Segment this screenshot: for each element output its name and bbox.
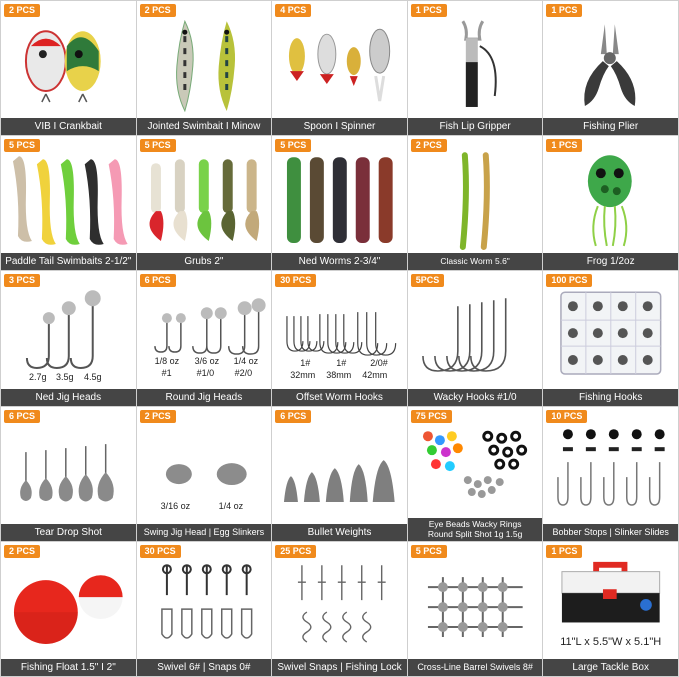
hook-box-image — [543, 285, 678, 387]
qty-badge: 5 PCS — [4, 139, 40, 152]
weight-label: 1/4 oz — [233, 355, 259, 366]
qty-badge: 100 PCS — [546, 274, 592, 287]
qty-badge: 5 PCS — [411, 545, 447, 558]
qty-badge: 2 PCS — [140, 410, 176, 423]
weight-label: 3.5g — [56, 371, 74, 382]
box-dimensions: 11"L x 5.5"W x 5.1"H — [560, 635, 662, 648]
qty-badge: 5 PCS — [275, 139, 311, 152]
paddle-tail-image — [1, 150, 136, 252]
ned-worms-image — [272, 150, 407, 252]
size-label: #2/0 — [234, 367, 253, 378]
item-egg-slinkers — [137, 407, 272, 541]
length-label: 38mm — [326, 369, 352, 380]
qty-badge: 1 PCS — [411, 4, 447, 17]
item-caption: Spoon I Spinner — [272, 118, 407, 135]
item-paddle-tail — [1, 136, 136, 270]
qty-badge: 30 PCS — [140, 545, 181, 558]
frog-image — [543, 150, 678, 252]
item-caption: Bullet Weights — [272, 524, 407, 541]
weight-label: 2.7g — [29, 371, 47, 382]
item-caption: Swing Jig Head | Egg Slinkers — [137, 524, 272, 541]
weight-label: 4.5g — [84, 371, 102, 382]
item-caption: Fish Lip Gripper — [408, 118, 543, 135]
swimbait-image — [137, 15, 272, 117]
item-caption: Large Tackle Box — [543, 659, 678, 676]
item-plier — [543, 1, 678, 135]
qty-badge: 2 PCS — [4, 4, 40, 17]
grubs-image — [137, 150, 272, 252]
caption-line: Eye Beads Wacky Rings — [428, 518, 522, 529]
item-caption: Bobber Stops | Slinker Slides — [543, 524, 678, 541]
item-caption: Wacky Hooks #1/0 — [408, 389, 543, 406]
qty-badge: 25 PCS — [275, 545, 316, 558]
qty-badge: 6 PCS — [140, 274, 176, 287]
size-label: 1# — [300, 357, 311, 368]
classic-worm-image — [408, 150, 543, 252]
plier-image — [543, 15, 678, 117]
swivel-snaps-image — [137, 556, 272, 658]
item-round-jig-heads — [137, 271, 272, 405]
size-label: 2/0# — [370, 357, 388, 368]
item-fishing-hooks — [543, 271, 678, 405]
item-grubs — [137, 136, 272, 270]
item-bullet-weights — [272, 407, 407, 541]
item-caption: Round Jig Heads — [137, 389, 272, 406]
bobber-stops-image — [543, 421, 678, 523]
item-fishing-float — [1, 542, 136, 676]
size-label: #1 — [161, 367, 172, 378]
weight-label: 3/6 oz — [194, 355, 220, 366]
float-image — [1, 556, 136, 658]
qty-badge: 5 PCS — [140, 139, 176, 152]
qty-badge: 1 PCS — [546, 545, 582, 558]
qty-badge: 10 PCS — [546, 410, 587, 423]
qty-badge: 2 PCS — [140, 4, 176, 17]
lip-gripper-image — [408, 15, 543, 117]
item-caption: Paddle Tail Swimbaits 2-1/2" — [1, 253, 136, 270]
spoon-image — [272, 15, 407, 117]
fishing-lock-image — [272, 556, 407, 658]
item-tear-drop-shot — [1, 407, 136, 541]
item-caption: Frog 1/2oz — [543, 253, 678, 270]
length-label: 32mm — [290, 369, 316, 380]
qty-badge: 1 PCS — [546, 4, 582, 17]
item-fishing-lock — [272, 542, 407, 676]
wacky-hooks-image — [408, 285, 543, 387]
item-caption: Fishing Hooks — [543, 389, 678, 406]
item-offset-hooks — [272, 271, 407, 405]
tackle-box-image — [543, 556, 678, 634]
item-swivel-snaps — [137, 542, 272, 676]
item-caption: Ned Jig Heads — [1, 389, 136, 406]
item-ned-jig-heads — [1, 271, 136, 405]
size-label: #1/0 — [196, 367, 215, 378]
item-caption: Tear Drop Shot — [1, 524, 136, 541]
qty-badge: 75 PCS — [411, 410, 452, 423]
qty-badge: 30 PCS — [275, 274, 316, 287]
item-tackle-box — [543, 542, 678, 676]
qty-badge: 6 PCS — [275, 410, 311, 423]
item-caption: Swivel 6# | Snaps 0# — [137, 659, 272, 676]
item-cross-line-swivels — [408, 542, 543, 676]
item-ned-worms — [272, 136, 407, 270]
item-caption: Cross-Line Barrel Swivels 8# — [408, 659, 543, 676]
qty-badge: 2 PCS — [4, 545, 40, 558]
qty-badge: 4 PCS — [275, 4, 311, 17]
item-lip-gripper — [408, 1, 543, 135]
qty-badge: 5PCS — [411, 274, 445, 287]
item-beads-rings — [408, 407, 543, 541]
item-caption: VIB I Crankbait — [1, 118, 136, 135]
qty-badge: 1 PCS — [546, 139, 582, 152]
item-caption: Swivel Snaps | Fishing Lock — [272, 659, 407, 676]
item-caption — [408, 518, 543, 541]
bullet-weights-image — [272, 421, 407, 523]
item-crankbait — [1, 1, 136, 135]
item-caption: Jointed Swimbait I Minow — [137, 118, 272, 135]
weight-label: 1/8 oz — [154, 355, 180, 366]
caption-line: Round Split Shot 1g 1.5g — [427, 528, 523, 539]
item-bobber-stops — [543, 407, 678, 541]
item-caption: Fishing Float 1.5" I 2" — [1, 659, 136, 676]
item-swimbait — [137, 1, 272, 135]
item-classic-worm — [408, 136, 543, 270]
item-caption: Fishing Plier — [543, 118, 678, 135]
cross-line-image — [408, 556, 543, 658]
egg-slinkers-image — [137, 421, 272, 523]
item-caption: Classic Worm 5.6" — [408, 253, 543, 270]
tear-drop-image — [1, 421, 136, 523]
item-caption: Ned Worms 2-3/4" — [272, 253, 407, 270]
qty-badge: 6 PCS — [4, 410, 40, 423]
qty-badge: 2 PCS — [411, 139, 447, 152]
item-spoon — [272, 1, 407, 135]
item-frog — [543, 136, 678, 270]
weight-label: 3/16 oz — [160, 500, 191, 511]
item-wacky-hooks — [408, 271, 543, 405]
beads-rings-image — [408, 421, 543, 523]
length-label: 42mm — [362, 369, 388, 380]
item-caption: Offset Worm Hooks — [272, 389, 407, 406]
crankbait-image — [1, 15, 136, 117]
qty-badge: 3 PCS — [4, 274, 40, 287]
weight-label: 1/4 oz — [218, 500, 244, 511]
item-caption: Grubs 2" — [137, 253, 272, 270]
size-label: 1# — [336, 357, 347, 368]
